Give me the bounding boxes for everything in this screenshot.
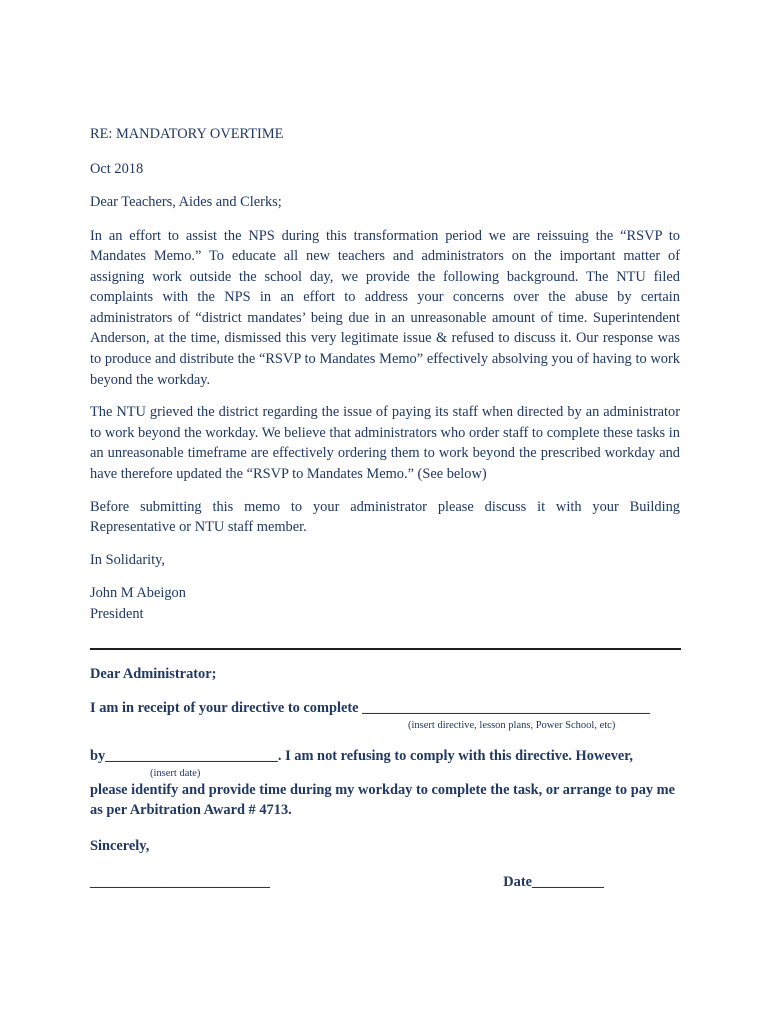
form-salutation: Dear Administrator; [90,666,217,682]
body-paragraph-2: The NTU grieved the district regarding the issue of paying its staff when directed by an administrator to work beyond the workday. We believe that administrators who order staff to complete these tasks in an unreasonable timeframe are effectively ordering them to work beyond the prescribed workday and have therefore updated the “RSVP to Mandates Memo.” (See below) [90,404,680,483]
directive-hint: (insert directive, lesson plans, Power School, etc) [408,720,616,731]
body-paragraph-3: Before submitting this memo to your administrator please discuss it with your Building Representative or NTU staff member. [90,498,680,536]
body-paragraph-1: In an effort to assist the NPS during this transformation period we are reissuing the “RSVP to Mandates Memo.” To educate all new teachers and administrators on the important matter of assigning work outside the school day, we provide the following background. The NTU filed complaints with the NPS in an effort to address your concerns over the abuse by certain administrators of “district mandates’ being due in an unreasonable amount of time. Superintendent Anderson, at the time, dismissed this very legitimate issue & refused to discuss it. Our response was to produce and distribute the “RSVP to Mandates Memo” effectively absolving you of having to work beyond the workday. [90,227,680,388]
letter-salutation: Dear Teachers, Aides and Clerks; [90,194,282,210]
form-sign-off: Sincerely, [90,838,150,854]
date-hint: (insert date) [150,768,201,779]
signer-title: President [90,605,144,622]
letter-closing: In Solidarity, [90,551,166,568]
signer-name: John M Abeigon [90,585,186,602]
date-field: Date__________ [503,874,604,890]
by-date-line: by________________________. I am not refusing to comply with this directive. However, [90,748,633,764]
signature-row [90,872,604,892]
request-text: please identify and provide time during my workday to complete the task, or arrange to pay me as per Arbitration Award # 4713. [90,782,676,818]
receipt-line: I am in receipt of your directive to complete ________________________________________ [90,700,650,716]
rsvp-form [90,664,681,892]
subject-line: RE: MANDATORY OVERTIME [90,126,284,142]
letter-date: Oct 2018 [90,160,144,177]
signature-blank: _________________________ [90,874,270,890]
section-divider [90,648,681,650]
